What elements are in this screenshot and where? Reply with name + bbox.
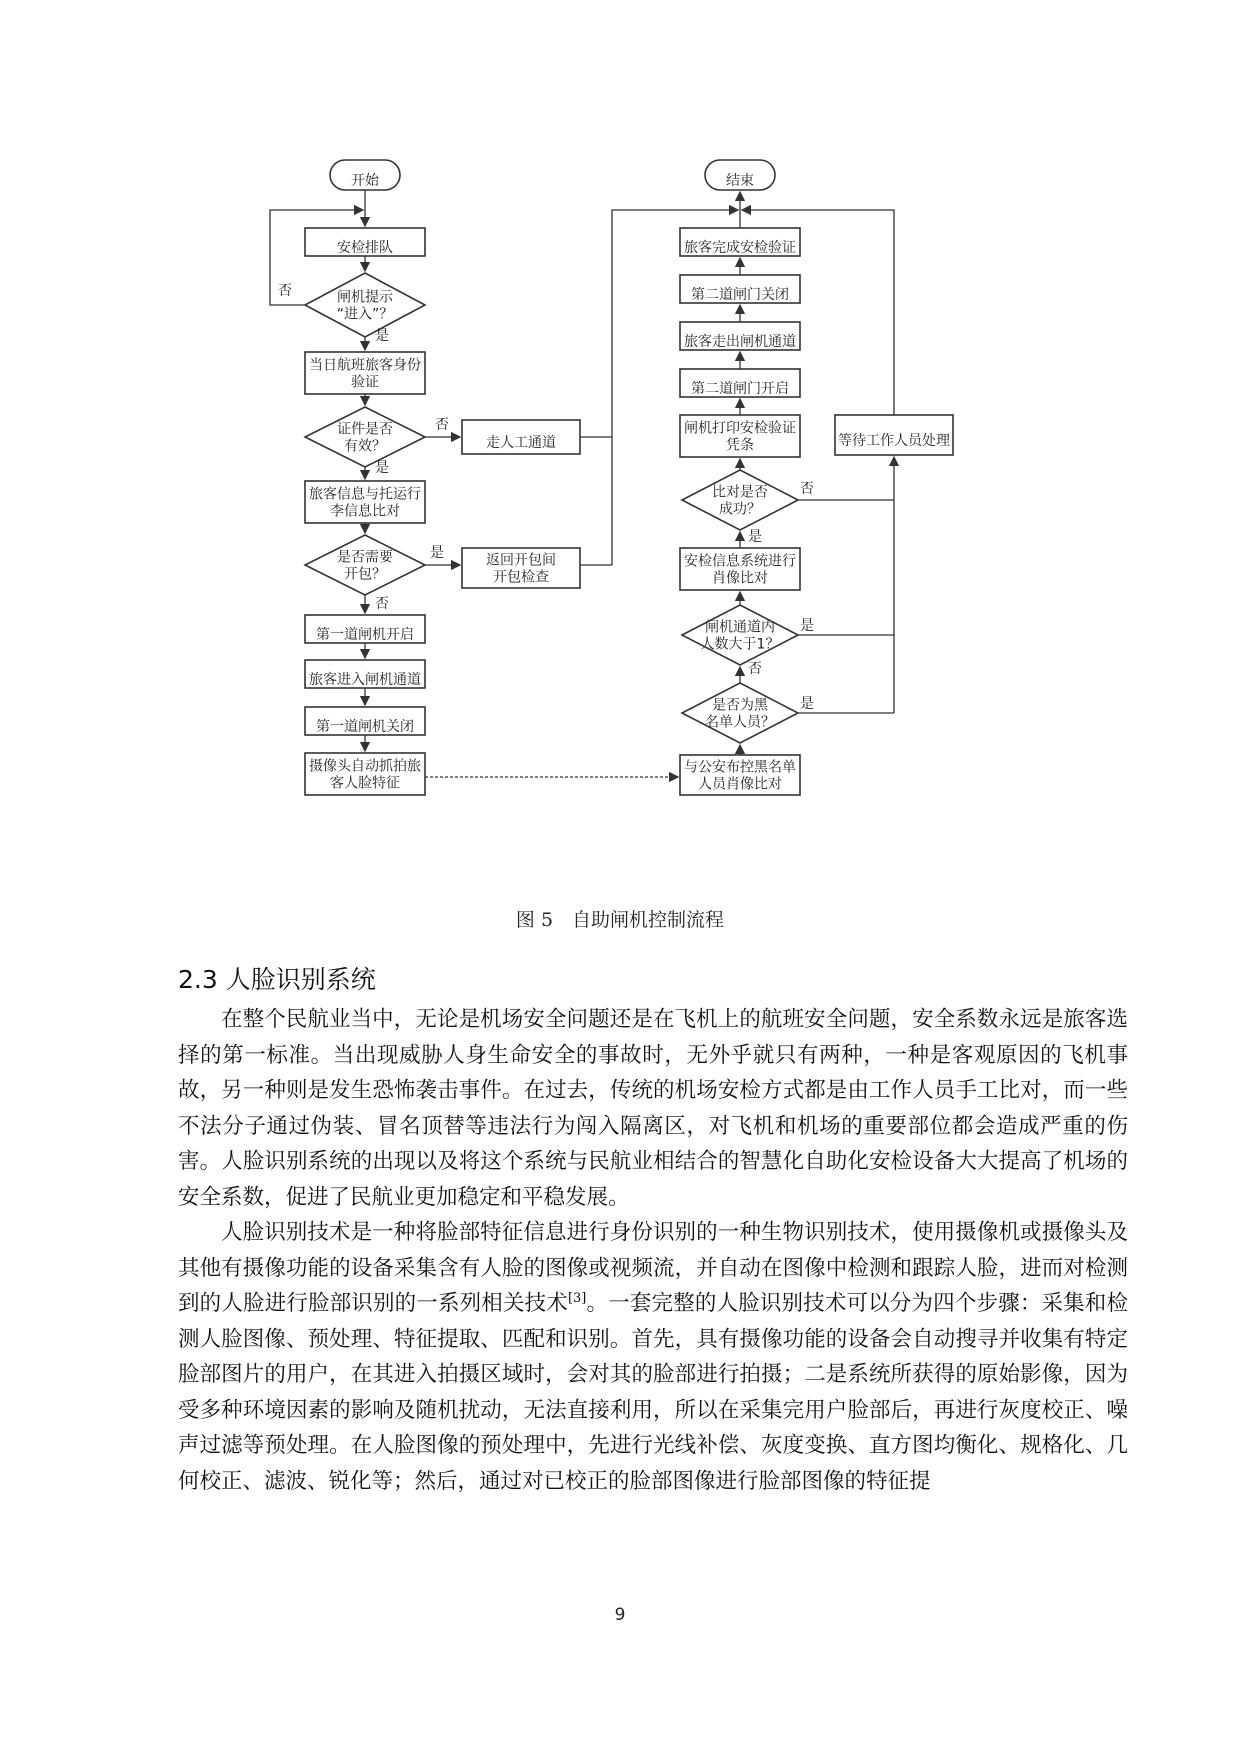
node-text-blacklist-2: 名单人员？: [705, 714, 775, 731]
node-text-wait-staff: 等待工作人员处理: [838, 433, 950, 449]
label-yes-people-count-right: 是: [800, 618, 814, 634]
label-yes-gate-prompt: 是: [375, 328, 389, 344]
node-text-end: 结束: [726, 173, 754, 189]
node-text-doc-valid-1: 证件是否: [337, 421, 393, 438]
node-text-return-open-1: 返回开包间: [486, 552, 556, 569]
node-text-luggage-compare-2: 李信息比对: [330, 503, 400, 520]
label-yes-doc-valid: 是: [375, 460, 389, 476]
node-text-police-compare-1: 与公安布控黑名单: [684, 759, 796, 776]
node-text-gate-prompt-2: “进入”？: [336, 306, 394, 323]
node-text-people-count-2: 人数大于1？: [700, 636, 780, 653]
label-yes-people-count: 是: [748, 529, 762, 545]
node-text-camera-capture-2: 客人脸特征: [330, 775, 400, 792]
node-text-id-verify-1: 当日航班旅客身份: [309, 357, 421, 374]
node-text-gate2-open: 第二道闸门开启: [691, 381, 789, 397]
node-text-id-verify-2: 验证: [351, 374, 379, 391]
body-text: [178, 1002, 1128, 1499]
node-text-police-compare-2: 人员肖像比对: [698, 776, 782, 793]
paragraph-1: 在整个民航业当中，无论是机场安全问题还是在飞机上的航班安全问题，安全系数永远是旅客选择的第一标准。当出现威胁人身生命安全的事故时，无外乎就只有两种，一种是客观原因的飞机事故，另一种则是发生恐怖袭击事件。在过去，传统的机场安检方式都是由工作人员手工比对，而一些不法分子通过伪装、冒名顶替等违法行为闯入隔离区，对飞机和机场的重要部位都会造成严重的伤害。人脸识别系统的出现以及将这个系统与民航业相结合的智慧化自助化安检设备大大提高了机场的安全系数，促进了民航业更加稳定和平稳发展。: [178, 1007, 1128, 1210]
node-text-print-voucher-2: 凭条: [726, 437, 754, 454]
paragraph-2: [178, 1215, 1128, 1499]
node-text-gate1-open: 第一道闸机开启: [316, 627, 414, 643]
node-text-blacklist-1: 是否为黑: [712, 697, 768, 714]
section-heading: 2.3 人脸识别系统: [178, 965, 376, 994]
label-no-need-open: 否: [375, 596, 389, 612]
citation-ref[interactable]: [3]: [567, 1290, 587, 1306]
node-text-doc-valid-2: 有效？: [344, 438, 386, 455]
node-text-security-compare-2: 肖像比对: [712, 570, 768, 587]
label-no-gate-prompt: 否: [278, 283, 292, 299]
node-text-security-compare-1: 安检信息系统进行: [684, 553, 796, 570]
node-text-gate2-close: 第二道闸门关闭: [691, 287, 789, 303]
node-text-return-open-2: 开包检查: [493, 569, 549, 586]
node-text-gate-prompt-1: 闸机提示: [337, 289, 393, 306]
node-text-camera-capture-1: 摄像头自动抓拍旅: [309, 758, 421, 775]
node-text-need-open-1: 是否需要: [337, 549, 393, 566]
label-no-blacklist-up: 否: [748, 661, 762, 677]
label-yes-need-open: 是: [430, 545, 444, 561]
label-no-doc-valid: 否: [435, 417, 449, 433]
node-text-compare-success-1: 比对是否: [712, 484, 768, 501]
node-text-luggage-compare-1: 旅客信息与托运行: [309, 486, 421, 503]
label-yes-blacklist: 是: [800, 696, 814, 712]
flowchart-svg: [278, 165, 950, 925]
node-text-complete: 旅客完成安检验证: [684, 240, 796, 256]
node-text-start: 开始: [351, 173, 379, 189]
node-text-exit-channel: 旅客走出闸机通道: [684, 334, 796, 350]
label-no-compare-success: 否: [800, 481, 814, 497]
node-text-print-voucher-1: 闸机打印安检验证: [684, 420, 796, 437]
node-text-enter-channel: 旅客进入闸机通道: [309, 672, 421, 688]
paragraph-2-part-b: 。一套完整的人脸识别技术可以分为四个步骤：采集和检测人脸图像、预处理、特征提取、匹配和识别。首先，具有摄像功能的设备会自动搜寻并收集有特定脸部图片的用户，在其进入拍摄区域时，会对其的脸部进行拍摄；二是系统所获得的原始影像，因为受多种环境因素的影响及随机扰动，无法直接利用，所以在采集完用户脸部后，再进行灰度校正、噪声过滤等预处理。在人脸图像的预处理中，先进行光线补偿、灰度变换、直方图均衡化、规格化、几何校正、滤波、锐化等；然后，通过对已校正的脸部图像进行脸部图像的特征提: [178, 1291, 1128, 1494]
node-text-gate1-close: 第一道闸机关闭: [316, 719, 414, 735]
node-text-need-open-2: 开包？: [344, 566, 386, 583]
node-text-compare-success-2: 成功？: [719, 501, 761, 518]
node-text-queue: 安检排队: [337, 240, 393, 256]
node-text-people-count-1: 闸机通道内: [705, 619, 775, 636]
paragraph-2-part-a: 人脸识别技术是一种将脸部特征信息进行身份识别的一种生物识别技术，使用摄像机或摄像头及其他有摄像功能的设备采集含有人脸的图像或视频流，并自动在图像中检测和跟踪人脸，进而对检测到的人脸进行脸部识别的一系列相关技术: [178, 1220, 1128, 1316]
node-text-manual-lane: 走人工通道: [486, 435, 556, 451]
figure-caption: 图 5 自助闸机控制流程: [515, 909, 725, 931]
flowchart-figure: [278, 165, 950, 925]
page-number: 9: [614, 1605, 626, 1625]
